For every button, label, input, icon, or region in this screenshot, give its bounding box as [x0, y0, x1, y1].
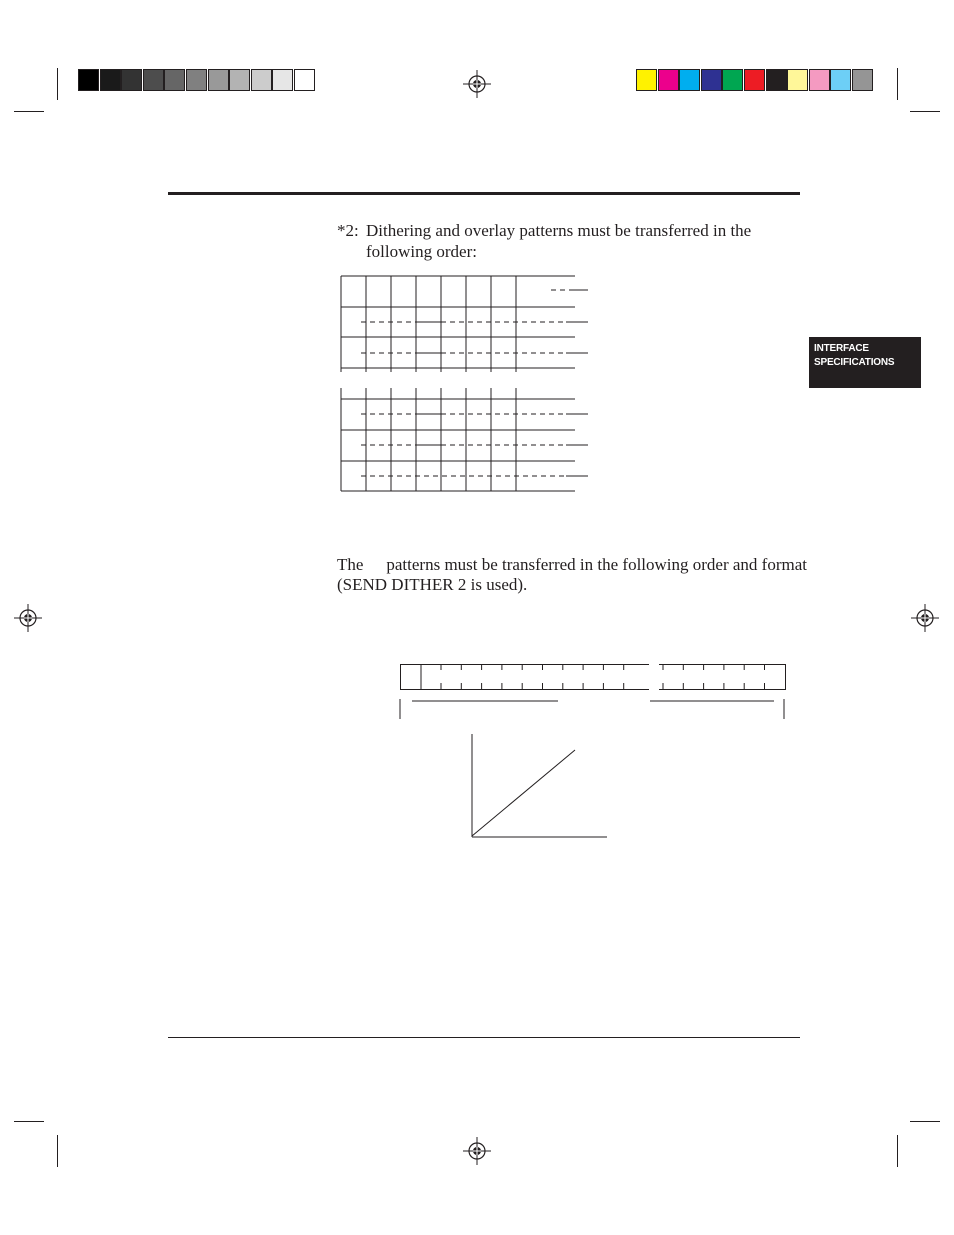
section-tab-line2: SPECIFICATIONS — [814, 357, 895, 368]
section-tab — [809, 337, 921, 388]
paragraph-word-the: The — [337, 555, 364, 574]
graph-linear-line — [472, 750, 575, 836]
paragraph-line1: patterns must be transferred in the following order and format — [386, 555, 807, 574]
footer-rule — [168, 1037, 800, 1038]
footnote-number: *2: — [337, 221, 359, 240]
paragraph-line2: (SEND DITHER 2 is used). — [337, 575, 528, 594]
byte-format-break — [649, 662, 659, 692]
byte-format-box — [401, 665, 786, 690]
footnote-text: Dithering and overlay patterns must be transferred in the following order: — [366, 221, 752, 261]
section-tab-line1: INTERFACE — [814, 343, 869, 354]
body-paragraph — [337, 555, 807, 595]
